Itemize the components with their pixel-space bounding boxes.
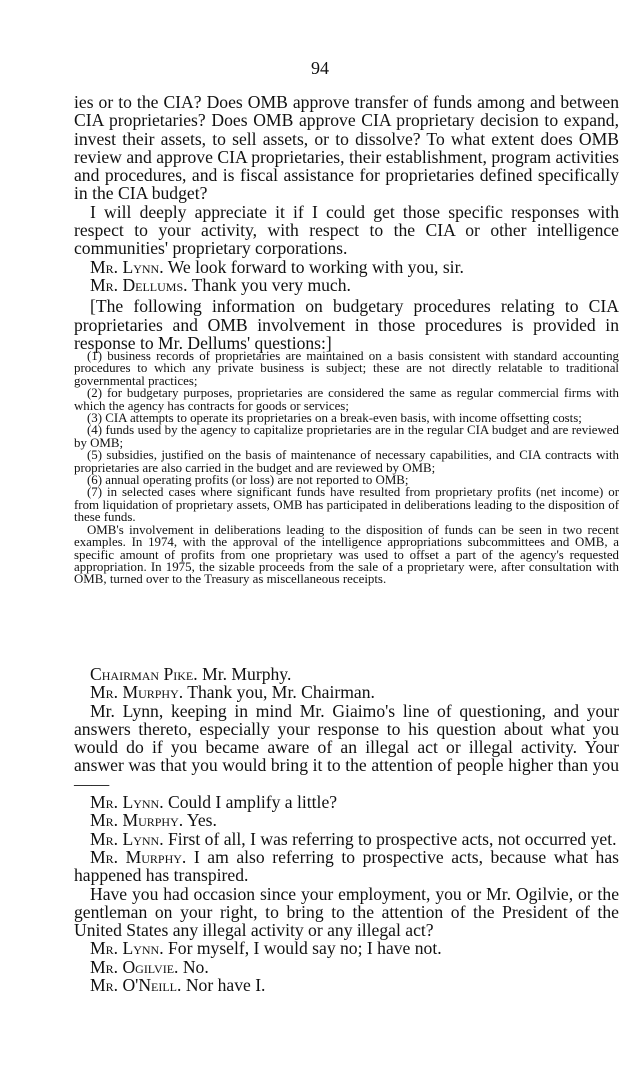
speech (74, 793, 619, 811)
speech (74, 258, 619, 276)
speech (74, 958, 619, 976)
list-item: (6) annual operating profits (or loss) are not reported to OMB; (87, 473, 409, 488)
speaker-name: Mr. Ogilvie. (90, 956, 179, 977)
inserted-statement (74, 350, 619, 586)
speech-text: First of all, I was referring to prospective acts, not occurred yet. (168, 828, 617, 849)
speaker-name: Mr. Dellums. (90, 274, 188, 295)
speech (74, 665, 619, 683)
speech (74, 811, 619, 829)
page-number: 94 (311, 58, 329, 78)
speech-text: Thank you, Mr. Chairman. (187, 682, 375, 703)
opening-paragraphs (74, 93, 619, 352)
speech-text: We look forward to working with you, sir. (167, 256, 464, 277)
speaker-name: Chairman Pike. (90, 664, 198, 684)
speech-text: Thank you very much. (191, 274, 351, 295)
speaker-name: Mr. Murphy. (90, 810, 184, 831)
speaker-name: Mr. Lynn. (90, 938, 164, 959)
speaker-name: Mr. Murphy. (90, 682, 184, 703)
speaker-name: Mr. Lynn. (90, 792, 164, 813)
speech-text: For myself, I would say no; I have not. (168, 938, 442, 959)
speech-text: No. (182, 956, 209, 977)
list-item: (7) in selected cases where significant funds have resulted from proprietary profits (net income) or from liquidation of proprietary assets, OMB has participated in deliberations leading to the disposition of these funds. (74, 485, 619, 525)
list-item: (5) subsidies, justified on the basis of maintenance of necessary capabilities, and CIA contracts with proprietaries are also carried in the budget and are reviewed by OMB; (74, 448, 619, 475)
paragraph: I will deeply appreciate it if I could get those specific responses with respect to your activity, with respect to the CIA or other intelligence communities' proprietary corporations. (74, 201, 619, 259)
speech-text: Nor have I. (185, 975, 266, 996)
speech (74, 830, 619, 848)
list-item: (3) CIA attempts to operate its proprietaries on a break-even basis, with income offsetting costs; (87, 411, 582, 426)
list-item: (4) funds used by the agency to capitalize proprietaries are in the regular CIA budget and are reviewed by OMB; (74, 423, 619, 450)
speaker-name: Mr. Lynn. (90, 828, 164, 849)
speech (74, 848, 619, 885)
speech (74, 976, 619, 994)
speech-text: I am also referring to prospective acts, because what has happened has transpired. (74, 846, 619, 886)
speech-text: Yes. (186, 810, 217, 831)
speech-text: Could I amplify a little? (168, 792, 338, 813)
statement-paragraph: OMB's involvement in deliberations leading to the disposition of funds can be seen in two recent examples. In 1974, with the approval of the intelligence appropriations subcommittees and OMB, a specific amount of profits from one proprietary was used to offset a part of the agency's requested appropriation. In 1975, the sizable proceeds from the sale of a proprietary were, after consultation with OMB, turned over to the Treasury as miscellaneous receipts. (74, 522, 619, 587)
speech: Have you had occasion since your employment, you or Mr. Ogilvie, or the gentleman on your right, to bring to the attention of the President of the United States any illegal activity or any illegal act? (74, 883, 619, 941)
list-item: (2) for budgetary purposes, proprietaries are considered the same as regular commercial firms with which the agency has contracts for goods or services; (74, 386, 619, 413)
speech-text: Mr. Murphy. (202, 664, 292, 684)
speaker-name: Mr. Murphy. (90, 846, 187, 867)
bracketed-note: [The following information on budgetary procedures relating to CIA proprietaries and OMB involvement in those procedures is provided in response to Mr. Dellums' questions:] (74, 296, 619, 353)
list-item: (1) business records of proprietaries are maintained on a basis consistent with standard accounting procedures to which any private business is subject; these are not directly relatable to traditional governmental practices; (74, 349, 619, 388)
speaker-name: Mr. O'Neill. (90, 975, 182, 996)
speech (74, 683, 619, 701)
speaker-name: Mr. Lynn. (90, 256, 164, 277)
speech: Mr. Lynn, keeping in mind Mr. Giaimo's line of questioning, and your answers thereto, especially your response to his question about what you would do if you became aware of an illegal act or illegal activity. Your answer was that you would bring it to the attention of people higher than you—— (74, 700, 619, 794)
speech (74, 276, 619, 294)
speech (74, 939, 619, 957)
hearing-transcript (74, 665, 619, 994)
paragraph: ies or to the CIA? Does OMB approve transfer of funds among and between CIA proprietaries? Does OMB approve CIA proprietary decision to expand, invest their assets, to sell assets, or to dissolve? To what extent does OMB review and approve CIA proprietaries, their establishment, program activities and procedures, and is fiscal assistance for proprietaries defined specifically in the CIA budget? (74, 92, 619, 204)
